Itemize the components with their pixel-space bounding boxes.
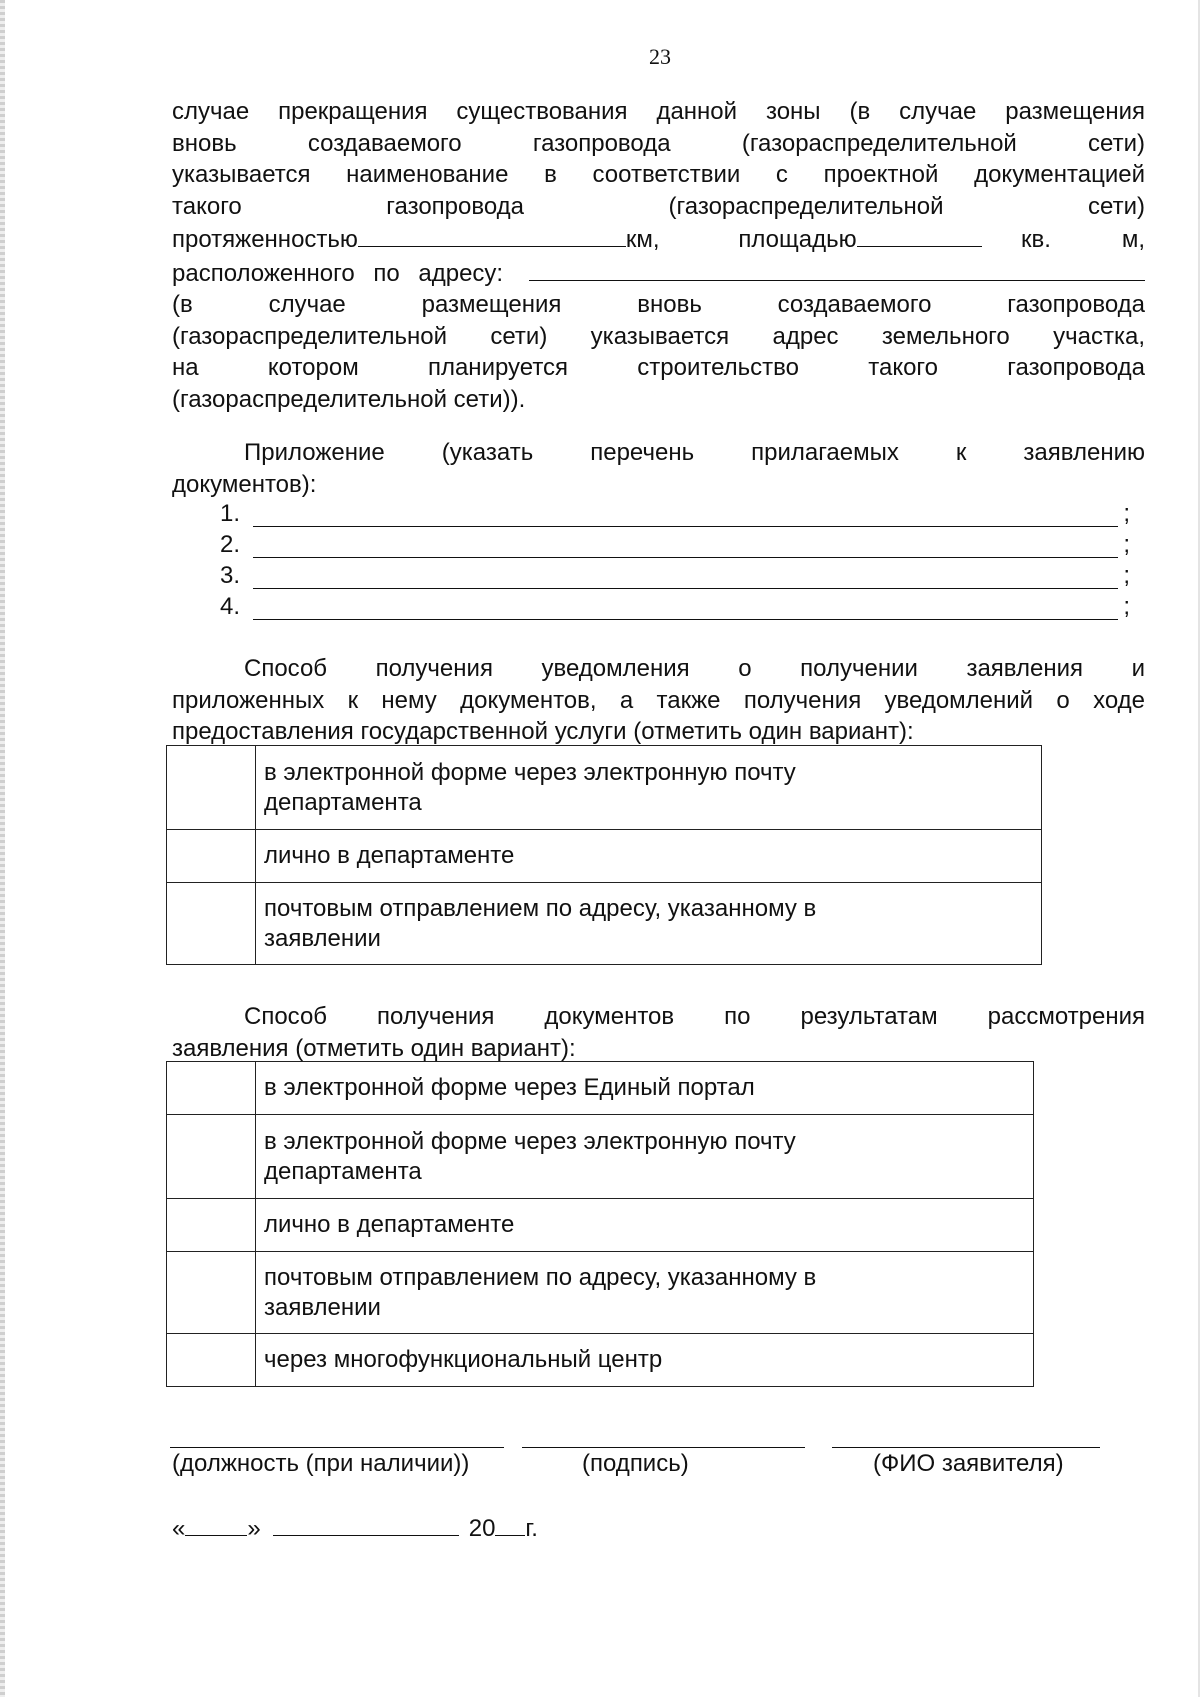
option-checkbox[interactable] <box>167 746 256 830</box>
name-signature-line[interactable] <box>832 1447 1100 1448</box>
para1-line-8: (газораспределительной сети) указывается адрес земельного участка, <box>172 322 1145 350</box>
signature-label: (подпись) <box>582 1450 689 1477</box>
option-label <box>256 746 1042 830</box>
notification-options-table <box>166 745 1042 965</box>
table-row <box>167 746 1042 830</box>
option-checkbox[interactable] <box>167 1334 256 1387</box>
para1-line-1: случае прекращения существования данной зоны (в случае размещения <box>172 98 1145 125</box>
m-label: м, <box>1121 226 1145 253</box>
address-blank[interactable] <box>529 256 1145 281</box>
option-label-line: лично в департаменте <box>264 842 515 869</box>
option-label <box>256 1252 1034 1334</box>
option-checkbox[interactable] <box>167 830 256 883</box>
gas-pipeline-paragraph <box>172 96 1145 415</box>
attachment-number: 1. <box>220 500 241 527</box>
attachment-item[interactable] <box>220 593 1130 624</box>
address-line <box>172 256 1145 290</box>
results-options-table <box>166 1061 1034 1387</box>
length-label: протяженностью <box>172 226 358 253</box>
option-label <box>256 1115 1034 1199</box>
notification-intro-line-2: приложенных к нему документов, а также получения уведомлений о ходе <box>172 686 1145 714</box>
address-label: расположенного по адресу: <box>172 259 504 287</box>
area-label: площадью <box>738 226 857 253</box>
attachment-number: 3. <box>220 562 241 589</box>
date-close-quote: » <box>247 1515 261 1542</box>
attachment-semicolon: ; <box>1123 562 1130 589</box>
attachment-item[interactable] <box>220 562 1130 593</box>
option-label-line: в электронной форме через Единый портал <box>264 1074 755 1101</box>
notification-intro-line-1: Способ получения уведомления о получении заявления и <box>244 655 1145 682</box>
option-checkbox[interactable] <box>167 1252 256 1334</box>
date-line <box>172 1511 538 1543</box>
signature-line[interactable] <box>522 1447 805 1448</box>
para1-line-10: (газораспределительной сети)). <box>172 385 526 413</box>
attachment-item[interactable] <box>220 500 1130 531</box>
option-checkbox[interactable] <box>167 883 256 965</box>
para1-line-3: указывается наименование в соответствии с проектной документацией <box>172 161 1145 188</box>
table-row <box>167 1334 1034 1387</box>
attachment-semicolon: ; <box>1123 593 1130 620</box>
attachment-number: 2. <box>220 531 241 558</box>
option-label-line: заявлении <box>264 924 381 952</box>
option-label <box>256 1062 1034 1115</box>
attachment-item[interactable] <box>220 531 1130 562</box>
option-label <box>256 1199 1034 1252</box>
scan-left-edge <box>0 0 5 1697</box>
option-checkbox[interactable] <box>167 1062 256 1115</box>
position-signature-line[interactable] <box>170 1447 504 1448</box>
notification-intro-line-3: предоставления государственной услуги (отметить один вариант): <box>172 718 914 745</box>
option-checkbox[interactable] <box>167 1199 256 1252</box>
attachment-semicolon: ; <box>1123 500 1130 527</box>
name-label: (ФИО заявителя) <box>873 1450 1064 1477</box>
option-label-line: департамента <box>264 1157 422 1185</box>
attachment-blank <box>253 526 1118 527</box>
option-label <box>256 883 1042 965</box>
table-row <box>167 830 1042 883</box>
attachment-blank <box>253 557 1118 558</box>
month-blank[interactable] <box>273 1511 459 1536</box>
year-prefix: 20 <box>468 1515 496 1542</box>
option-label-line: почтовым отправлением по адресу, указанному в <box>264 1263 817 1291</box>
area-blank[interactable] <box>857 222 982 247</box>
position-label: (должность (при наличии)) <box>172 1450 470 1477</box>
page-number: 23 <box>649 44 671 69</box>
table-row <box>167 1062 1034 1115</box>
table-row <box>167 883 1042 965</box>
length-blank[interactable] <box>358 222 626 247</box>
attachments-intro <box>172 437 1145 500</box>
option-label-line: почтовым отправлением по адресу, указанному в <box>264 894 817 922</box>
attachment-blank <box>253 619 1118 620</box>
table-row <box>167 1199 1034 1252</box>
notification-intro <box>172 653 1145 748</box>
option-label-line: департамента <box>264 788 422 816</box>
attachment-blank <box>253 588 1118 589</box>
option-label-line: через многофункциональный центр <box>264 1346 663 1373</box>
option-label-line: лично в департаменте <box>264 1211 515 1238</box>
para1-line-9: на котором планируется строительство такого газопровода <box>172 354 1145 381</box>
attachments-intro-line-1: Приложение (указать перечень прилагаемых к заявлению <box>244 439 1145 466</box>
option-label <box>256 830 1042 883</box>
option-label-line: в электронной форме через электронную почту <box>264 1127 796 1155</box>
option-checkbox[interactable] <box>167 1115 256 1199</box>
attachments-intro-line-2: документов): <box>172 470 317 498</box>
para1-line-2: вновь создаваемого газопровода (газораспределительной сети) <box>172 129 1145 157</box>
sq-label: кв. <box>1020 226 1051 253</box>
option-label <box>256 1334 1034 1387</box>
length-area-line <box>172 222 1145 256</box>
table-row <box>167 1115 1034 1199</box>
results-intro-line-2: заявления (отметить один вариант): <box>172 1034 576 1062</box>
option-label-line: заявлении <box>264 1293 381 1321</box>
results-intro-line-1: Способ получения документов по результатам рассмотрения <box>244 1003 1145 1030</box>
option-label-line: в электронной форме через электронную почту <box>264 758 796 786</box>
attachment-semicolon: ; <box>1123 531 1130 558</box>
day-blank[interactable] <box>185 1511 247 1536</box>
year-suffix: г. <box>525 1515 538 1542</box>
results-intro <box>172 1001 1145 1064</box>
date-open-quote: « <box>172 1515 186 1542</box>
km-label: км, <box>625 226 660 253</box>
attachment-number: 4. <box>220 593 241 620</box>
table-row <box>167 1252 1034 1334</box>
year-blank[interactable] <box>495 1511 525 1536</box>
para1-line-4: такого газопровода (газораспределительной сети) <box>172 192 1145 220</box>
para1-line-7: (в случае размещения вновь создаваемого газопровода <box>172 291 1145 318</box>
